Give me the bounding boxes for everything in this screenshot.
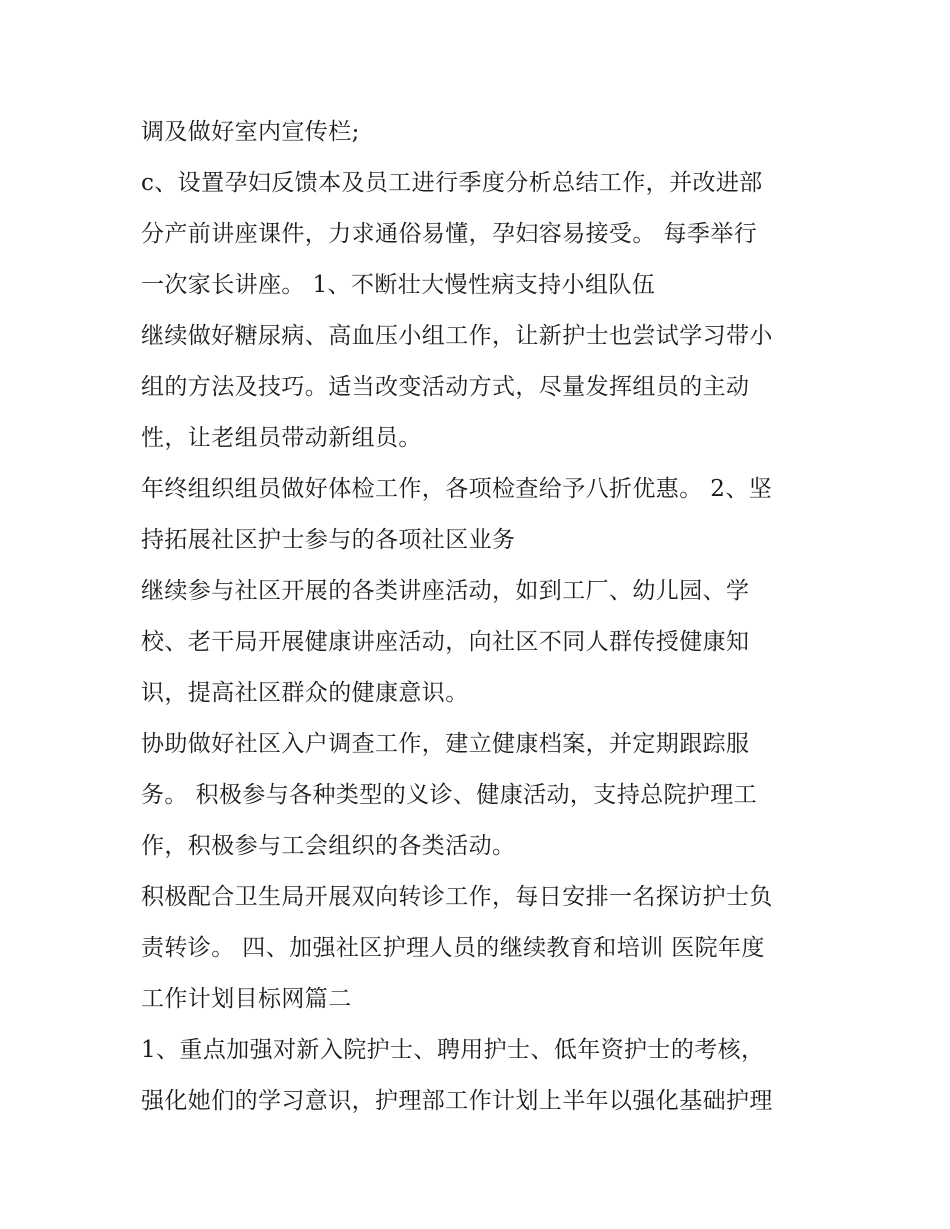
text-line: 积极配合卫生局开展双向转诊工作，每日安排一名探访护士负 [141, 884, 773, 910]
text-line: 务。 积极参与各种类型的义诊、健康活动，支持总院护理工 [141, 782, 758, 808]
text-line: 1、重点加强对新入院护士、聘用护士、低年资护士的考核， [141, 1037, 765, 1063]
text-line: 作，积极参与工会组织的各类活动。 [141, 833, 516, 859]
text-line: 性，让老组员带动新组员。 [141, 425, 422, 451]
text-line: 一次家长讲座。 1、不断壮大慢性病支持小组队伍 [141, 272, 656, 298]
text-line: 年终组织组员做好体检工作，各项检查给予八折优惠。 2、坚 [141, 476, 773, 502]
text-line: 持拓展社区护士参与的各项社区业务 [141, 527, 516, 553]
text-line: c、设置孕妇反馈本及员工进行季度分析总结工作，并改进部 [141, 170, 763, 196]
text-line: 继续参与社区开展的各类讲座活动，如到工厂、幼儿园、学 [141, 578, 750, 604]
text-line: 识，提高社区群众的健康意识。 [141, 680, 469, 706]
text-line: 调及做好室内宣传栏; [141, 119, 360, 145]
text-line: 分产前讲座课件，力求通俗易懂，孕妇容易接受。 每季举行 [141, 221, 758, 247]
text-line: 强化她们的学习意识，护理部工作计划上半年以强化基础护理 [141, 1088, 773, 1114]
text-line: 组的方法及技巧。适当改变活动方式，尽量发挥组员的主动 [141, 374, 750, 400]
text-line: 校、老干局开展健康讲座活动，向社区不同人群传授健康知 [141, 629, 750, 655]
text-line: 工作计划目标网篇二 [141, 986, 352, 1012]
document-body [141, 107, 841, 1127]
text-line: 责转诊。 四、加强社区护理人员的继续教育和培训 医院年度 [141, 935, 765, 961]
text-line: 协助做好社区入户调查工作，建立健康档案，并定期跟踪服 [141, 731, 750, 757]
text-line: 继续做好糖尿病、高血压小组工作，让新护士也尝试学习带小 [141, 323, 773, 349]
